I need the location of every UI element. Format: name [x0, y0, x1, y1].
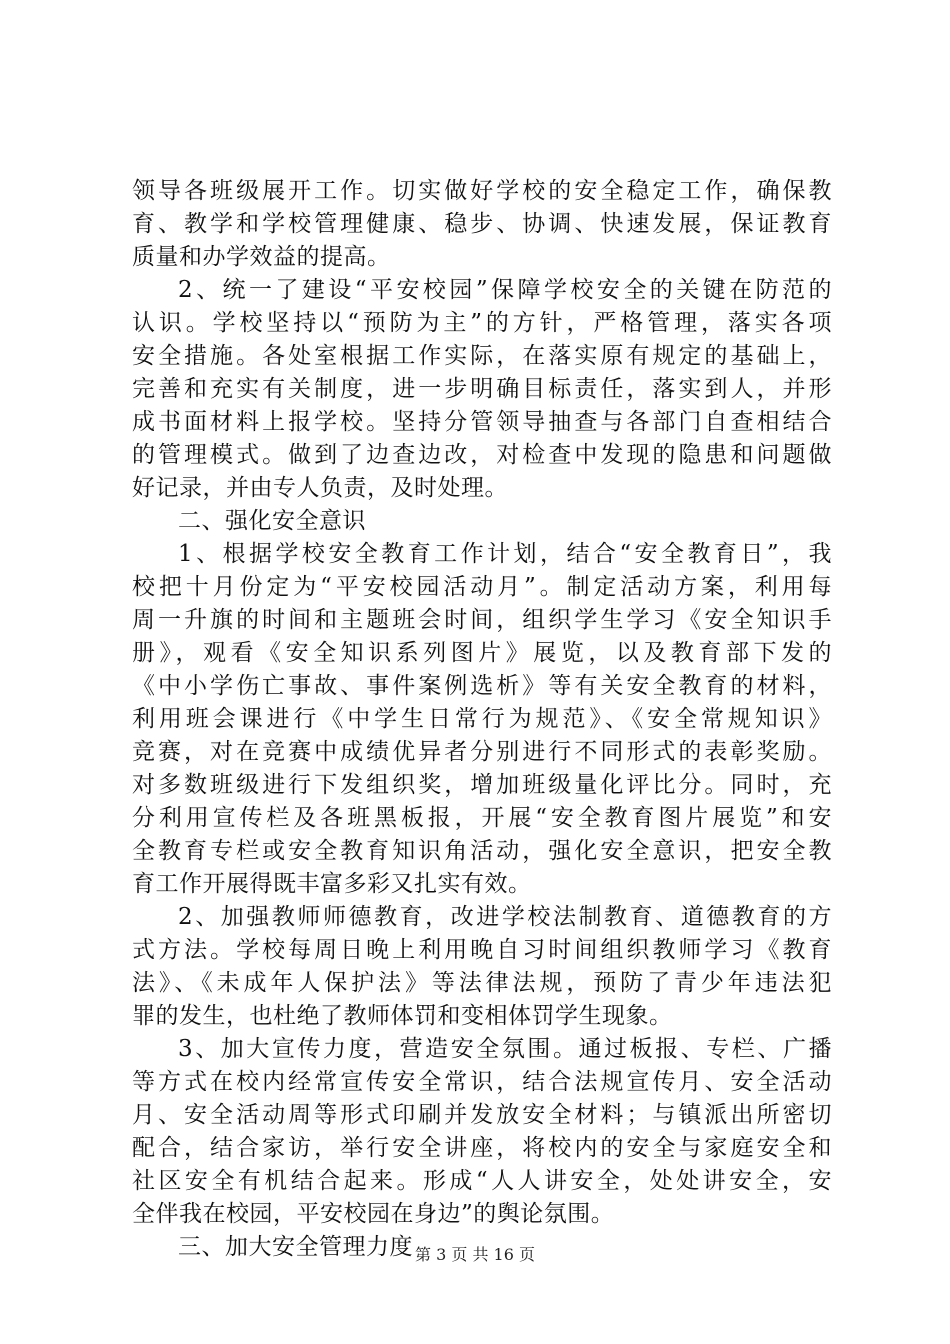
text-line: 安全措施。各处室根据工作实际，在落实原有规定的基础上， — [132, 343, 832, 369]
text-line: 式方法。学校每周日晚上利用晚自习时间组织教师学习《教育 — [132, 937, 832, 963]
text-line: 对多数班级进行下发组织奖，增加班级量化评比分。同时，充 — [132, 772, 832, 798]
text-line: 《中小学伤亡事故、事件案例选析》等有关安全教育的材料， — [132, 673, 832, 699]
text-line: 社区安全有机结合起来。形成“人人讲安全，处处讲安全，安 — [132, 1168, 832, 1194]
paragraph-start-line: 3、加大宣传力度，营造安全氛围。通过板报、专栏、广播 — [178, 1036, 832, 1062]
text-line: 利用班会课进行《中学生日常行为规范》、《安全常规知识》 — [132, 706, 832, 732]
text-line: 质量和办学效益的提高。 — [132, 244, 391, 270]
document-body — [132, 175, 832, 1264]
text-line: 认识。学校坚持以“预防为主”的方针，严格管理，落实各项 — [132, 310, 832, 336]
text-line: 竞赛，对在竞赛中成绩优异者分别进行不同形式的表彰奖励。 — [132, 739, 832, 765]
text-line: 月、安全活动周等形式印刷并发放安全材料；与镇派出所密切 — [132, 1102, 832, 1128]
text-line: 全伴我在校园，平安校园在身边”的舆论氛围。 — [132, 1201, 615, 1227]
text-line: 配合，结合家访，举行安全讲座，将校内的安全与家庭安全和 — [132, 1135, 832, 1161]
text-line: 完善和充实有关制度，进一步明确目标责任，落实到人，并形 — [132, 376, 832, 402]
text-line: 分利用宣传栏及各班黑板报，开展“安全教育图片展览”和安 — [132, 805, 832, 831]
text-line: 法》、《未成年人保护法》等法律法规，预防了青少年违法犯 — [132, 970, 832, 996]
text-line: 等方式在校内经常宣传安全常识，结合法规宣传月、安全活动 — [132, 1069, 832, 1095]
text-line: 的管理模式。做到了边查边改，对检查中发现的隐患和问题做 — [132, 442, 832, 468]
paragraph-start-line: 2、加强教师师德教育，改进学校法制教育、道德教育的方 — [178, 904, 832, 930]
section-heading: 三、加大安全管理力度 — [178, 1234, 413, 1260]
text-line: 成书面材料上报学校。坚持分管领导抽查与各部门自查相结合 — [132, 409, 832, 435]
text-line: 全教育专栏或安全教育知识角活动，强化安全意识，把安全教 — [132, 838, 832, 864]
text-line: 好记录，并由专人负责，及时处理。 — [132, 475, 508, 501]
page-number-footer: 第 3 页 共 16 页 — [415, 1245, 535, 1264]
paragraph-start-line: 1、根据学校安全教育工作计划，结合“安全教育日”，我 — [178, 541, 832, 567]
text-line: 校把十月份定为“平安校园活动月”。制定活动方案，利用每 — [132, 574, 832, 600]
text-line: 罪的发生，也杜绝了教师体罚和变相体罚学生现象。 — [132, 1003, 673, 1029]
section-heading: 二、强化安全意识 — [178, 508, 366, 534]
text-line: 册》，观看《安全知识系列图片》展览，以及教育部下发的 — [132, 640, 832, 666]
text-line: 周一升旗的时间和主题班会时间，组织学生学习《安全知识手 — [132, 607, 832, 633]
paragraph-start-line: 2、统一了建设“平安校园”保障学校安全的关键在防范的 — [178, 277, 832, 303]
text-line: 领导各班级展开工作。切实做好学校的安全稳定工作，确保教 — [132, 178, 832, 204]
text-line: 育工作开展得既丰富多彩又扎实有效。 — [132, 871, 532, 897]
text-line: 育、教学和学校管理健康、稳步、协调、快速发展，保证教育 — [132, 211, 832, 237]
